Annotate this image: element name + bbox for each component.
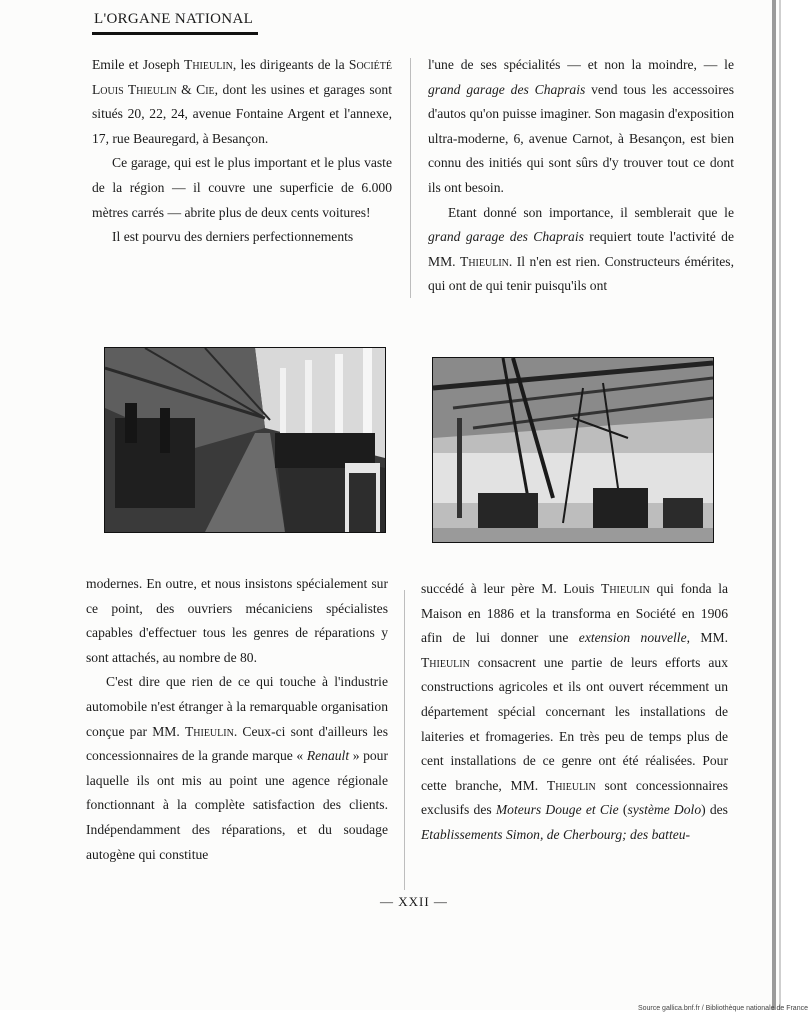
surname: Thieulin xyxy=(421,654,470,670)
source-credit: Source gallica.bnf.fr / Bibliothèque nationale de France xyxy=(637,1005,808,1012)
brand-name: Renault xyxy=(306,748,350,764)
page-number: — XXII — xyxy=(380,894,448,909)
surname: Thieulin xyxy=(184,723,234,739)
garage-name: grand garage des Chaprais xyxy=(428,229,584,245)
paragraph: l'une de ses spécialités — et non la moindre, — le grand garage des Chaprais vend tous les accessoires d'autos qu'on puisse imaginer. Son magasin d'exposition ultra-moderne, 6, avenue Carnot, à Besançon, est bien connu des initiés qui sont sûrs d'y trouver tout ce dont ils ont besoin. xyxy=(428,57,735,195)
page-edge-shadow xyxy=(779,0,781,1010)
column-top-right xyxy=(428,53,734,299)
system-name: système Dolo xyxy=(627,802,702,818)
running-header: L'ORGANE NATIONAL xyxy=(94,11,254,27)
establishment-name: Etablissements Simon, de Cherbourg; des batteu- xyxy=(421,826,691,842)
paragraph: Il est pourvu des derniers perfectionnements xyxy=(112,229,354,245)
paragraph: Ce garage, qui est le plus important et le plus vaste de la région — il couvre une superficie de 6.000 mètres carrés — abrite plus de deux cents voitures! xyxy=(92,155,392,220)
surname: Thieulin xyxy=(601,581,650,596)
surname: Thieulin xyxy=(546,777,596,793)
garage-name: grand garage des Chaprais xyxy=(428,81,586,97)
emphasis: extension nouvelle xyxy=(578,630,687,646)
column-bottom-left xyxy=(86,572,388,867)
workshop-hall-photo xyxy=(104,347,386,533)
paragraph: Etant donné son importance, il semblerait que le grand garage des Chaprais requiert toute l'activité de MM. Thieulin. Il n'en est rien. Constructeurs émérites, qui ont de qui tenir puisqu'ils ont xyxy=(428,204,734,294)
paragraph: modernes. En outre, et nous insistons spécialement sur ce point, des ouvriers mécaniciens spécialistes capables d'effectuer tous les genres de réparations y sont attachés, au nombre de 80. xyxy=(86,576,388,665)
company-name: Société Louis Thieulin & Cie xyxy=(92,57,392,97)
machine-shop-photo xyxy=(432,357,714,543)
paragraph: Emile et Joseph Thieulin, les dirigeants de la Société Louis Thieulin & Cie, dont les usines et garages sont situés 20, 22, 24, avenue Fontaine Argent et l'annexe, 17, rue Beauregard, à Besançon. xyxy=(92,57,392,146)
page-edge xyxy=(772,0,776,1010)
column-top-left xyxy=(92,53,392,250)
engine-maker: Moteurs Douge et Cie xyxy=(495,802,619,818)
paragraph: succédé à leur père M. Louis Thieulin qui fonda la Maison en 1886 et la transforma en Société en 1906 afin de lui donner une extension nouvelle, MM. Thieulin consacrent une partie de leurs efforts aux constructions agricoles et ils ont ouvert récemment un département spécial concernant les installations de laiteries et fromageries. En très peu de temps plus de cent installations de ce genre ont été réalisées. Pour cette branche, MM. Thieulin sont concessionnaires exclusifs des Moteurs Douge et Cie (système Dolo) des Etablissements Simon, de Cherbourg; des batteu- xyxy=(421,581,729,842)
header-underline xyxy=(92,32,258,35)
column-divider xyxy=(404,590,405,890)
paragraph: C'est dire que rien de ce qui touche à l'industrie automobile n'est étranger à la remarquable organisation conçue par MM. Thieulin. Ceux-ci sont d'ailleurs les concessionnaires de la grande marque « Renault » pour laquelle ils ont mis au point une agence régionale fonctionnant à la complète satisfaction des clients. Indépendamment des réparations, et du soudage autogène qui constitue xyxy=(86,674,388,862)
surname: Thieulin xyxy=(460,253,509,269)
column-divider xyxy=(410,58,411,298)
surname: Thieulin xyxy=(184,57,233,72)
column-bottom-right xyxy=(421,577,728,848)
